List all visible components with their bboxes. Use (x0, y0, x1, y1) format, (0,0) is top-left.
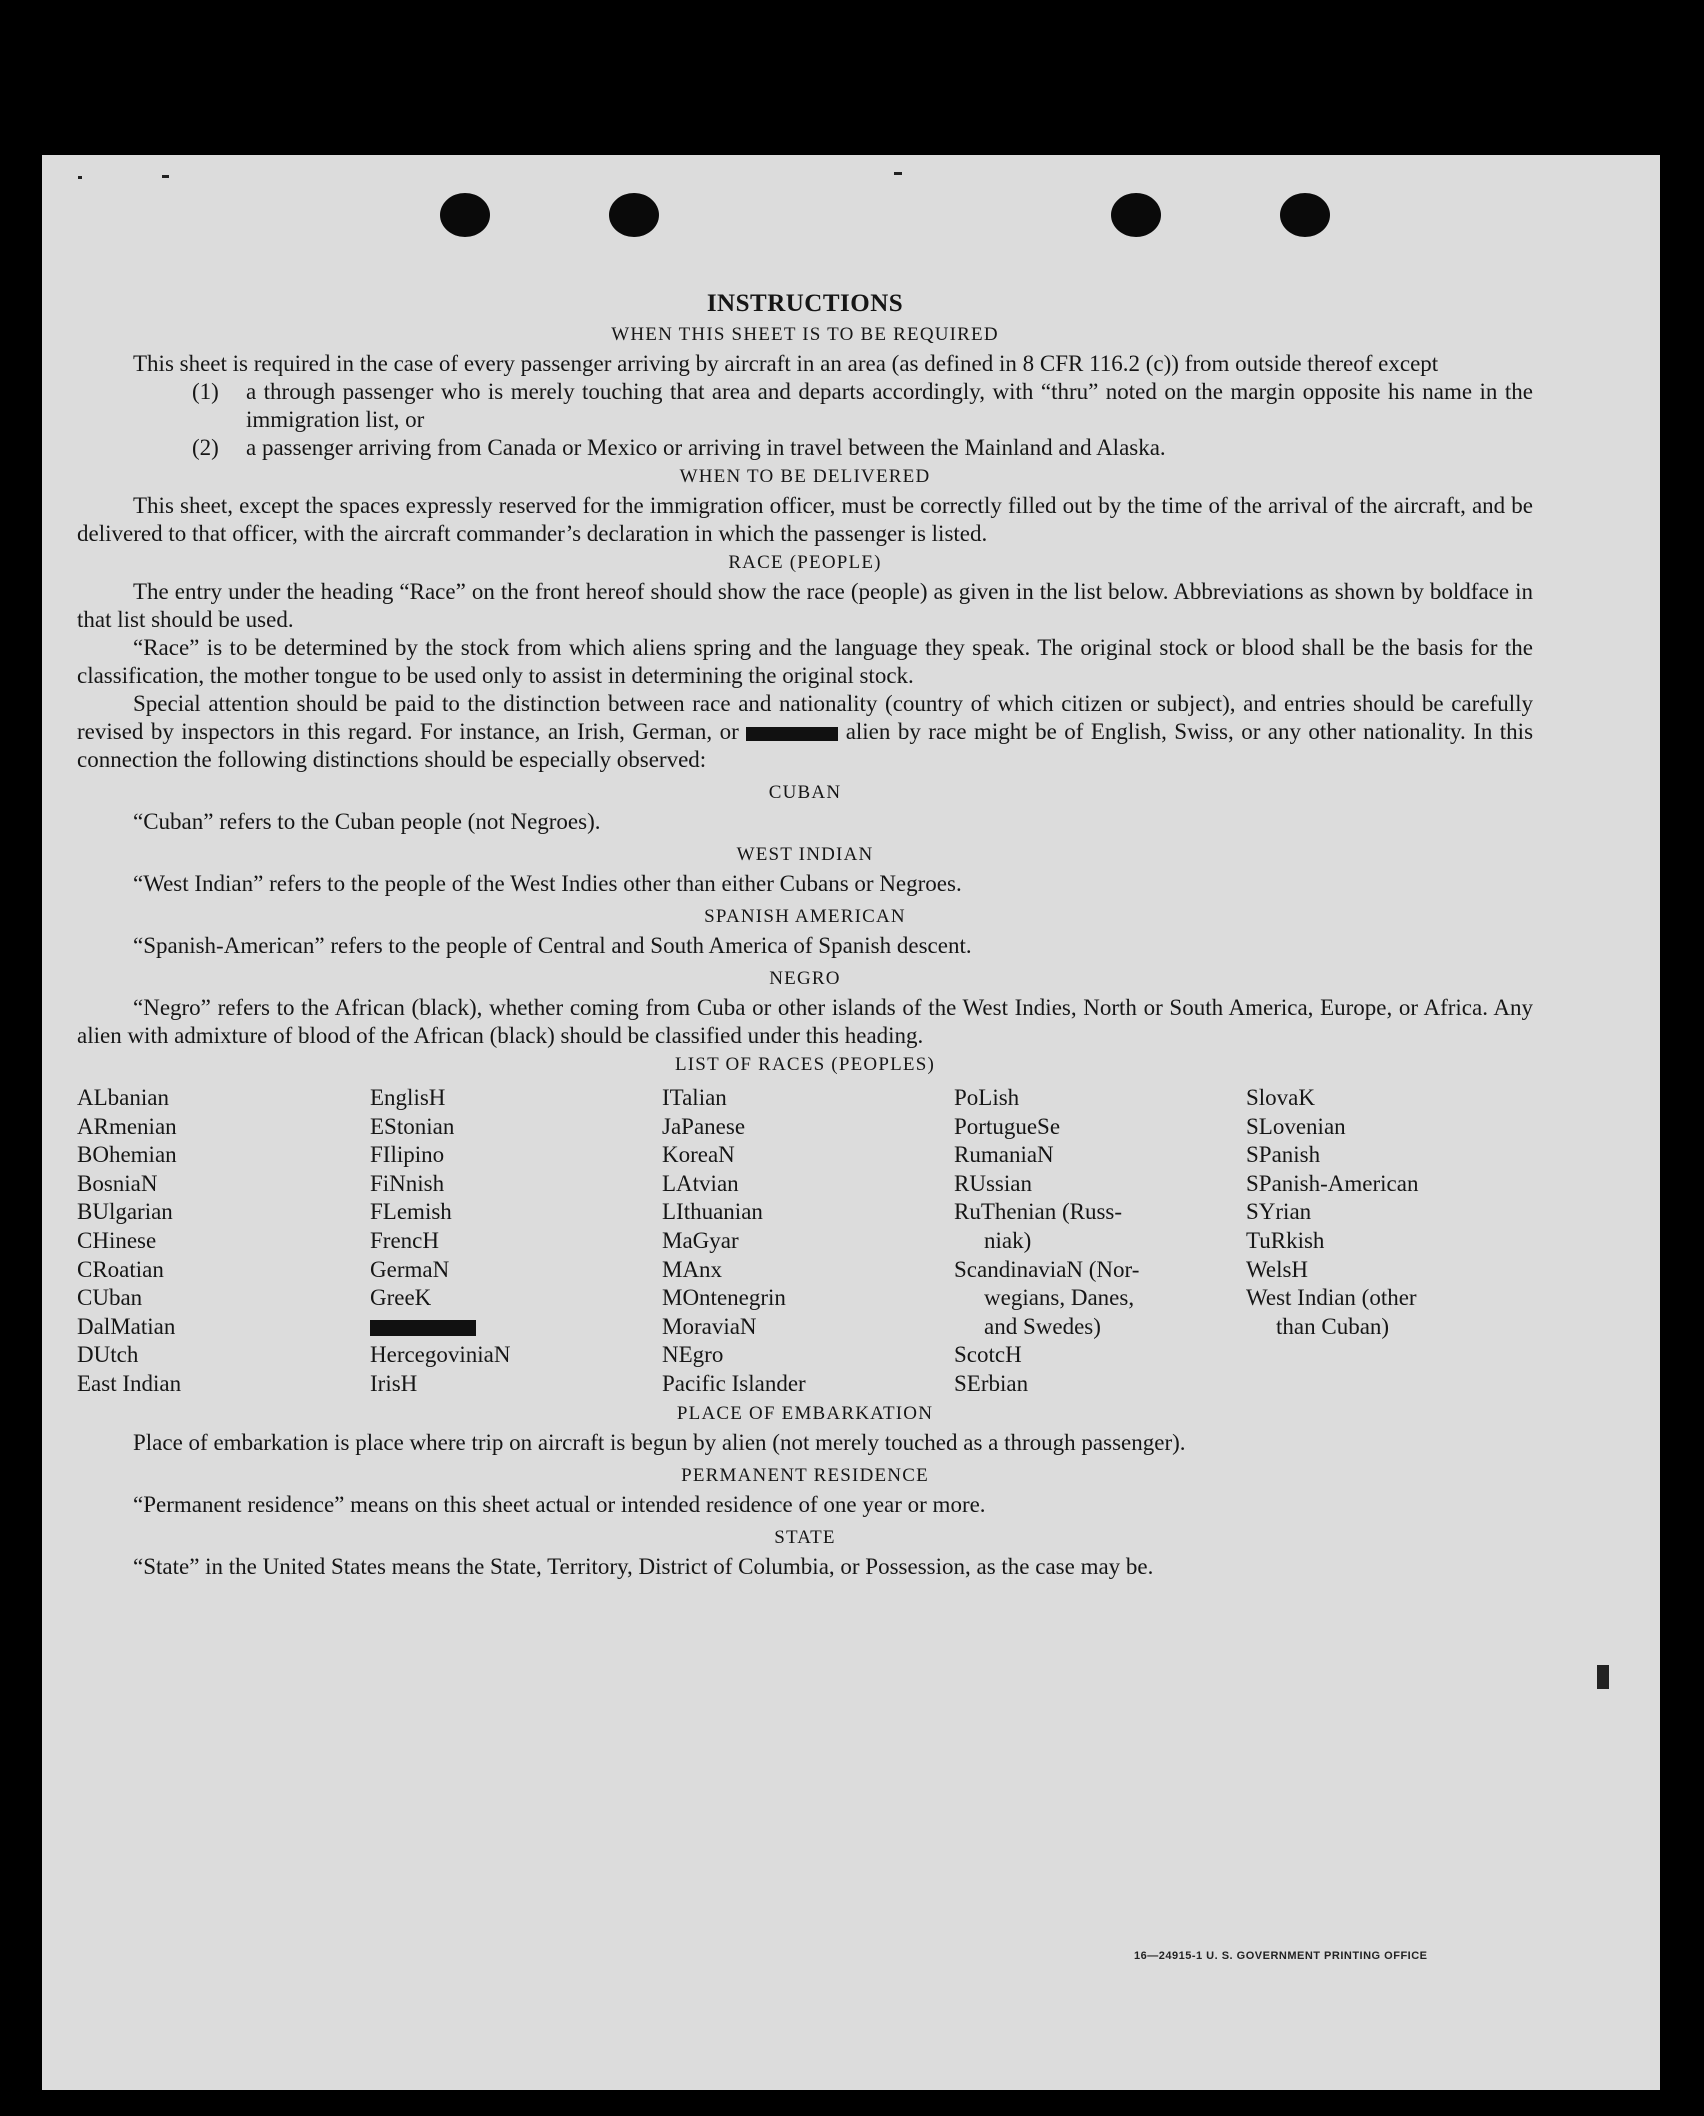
race-item: PoLish (954, 1085, 1020, 1110)
race-item: MoraviaN (662, 1313, 757, 1339)
race-item-continuation: than Cuban) (1276, 1313, 1390, 1339)
races-list (77, 1084, 1533, 1399)
punch-hole (1111, 193, 1161, 237)
race-item: HercegoviniaN (370, 1342, 511, 1368)
race-item: FiNnish (370, 1170, 445, 1196)
race-paragraph-3-end: alien by race might be of English, Swiss, or any other nationality. In this connection the following distinctions should be especially observed: (77, 719, 1534, 772)
race-item: CHinese (77, 1227, 157, 1253)
punch-hole (609, 193, 659, 237)
race-item: West Indian (other (1246, 1285, 1417, 1311)
embarkation-text: Place of embarkation is place where trip on aircraft is begun by alien (not merely touched as a through passenger). (133, 1429, 1186, 1455)
race-item: MAnx (662, 1256, 723, 1282)
race-item: GermaN (370, 1256, 450, 1282)
race-item: FLemish (370, 1199, 452, 1225)
race-paragraph-3 (77, 690, 1533, 774)
race-item: East Indian (77, 1370, 182, 1396)
when-delivered-text: This sheet, except the spaces expressly reserved for the immigration officer, must be correctly filled out by the time of the arrival of the aircraft, and be delivered to that officer, with the aircraft commander’s declaration in which the passenger is listed. (77, 493, 1533, 546)
race-item-continuation: and Swedes) (984, 1313, 1101, 1339)
race-item: EnglisH (370, 1085, 446, 1110)
punch-hole (1280, 193, 1330, 237)
exception-text: a passenger arriving from Canada or Mexico or arriving in travel between the Mainland and Alaska. (246, 435, 1166, 460)
race-item: RUssian (954, 1170, 1032, 1196)
race-paragraph-3-start: Special attention should be paid to the distinction between race and nationality (country of which citizen or subject), and entries should be carefully revised by inspectors in this regard. For instance, an Irish, German, or (77, 691, 1533, 744)
race-item: MOntenegrin (662, 1285, 786, 1311)
document-content (77, 290, 1533, 1581)
section-heading-spanish-american: SPANISH AMERICAN (704, 906, 906, 927)
race-item: KoreaN (662, 1142, 735, 1168)
exception-number: (1) (192, 379, 219, 404)
race-item: FIlipino (370, 1142, 445, 1168)
cuban-text: “Cuban” refers to the Cuban people (not Negroes). (133, 809, 601, 834)
exception-item-2 (192, 434, 1533, 462)
race-item: JaPanese (662, 1113, 746, 1139)
section-heading-west-indian: WEST INDIAN (736, 844, 874, 865)
exception-item-1 (192, 378, 1533, 434)
race-item: LIthuanian (662, 1199, 763, 1225)
section-heading-embarkation: PLACE OF EMBARKATION (676, 1402, 934, 1424)
race-item: DUtch (77, 1342, 139, 1368)
race-item: ARmenian (77, 1113, 177, 1139)
printer-imprint: 16—24915-1 U. S. GOVERNMENT PRINTING OFFICE (1134, 1950, 1428, 1962)
exception-number: (2) (192, 435, 219, 460)
race-item-continuation: niak) (984, 1227, 1032, 1253)
residence-text: “Permanent residence” means on this sheet actual or intended residence of one year or more. (133, 1491, 986, 1517)
section-heading-list-of-races: LIST OF RACES (PEOPLES) (674, 1054, 936, 1075)
race-item: WelsH (1246, 1256, 1309, 1282)
race-item: CUban (77, 1285, 143, 1311)
race-item: SErbian (954, 1370, 1029, 1396)
race-item: CRoatian (77, 1256, 164, 1282)
races-column-1 (77, 1084, 370, 1399)
race-item: Pacific Islander (662, 1370, 806, 1396)
race-item: ALbanian (77, 1085, 169, 1110)
race-item: RumaniaN (954, 1142, 1054, 1168)
race-item: SYrian (1246, 1199, 1312, 1225)
race-item: EStonian (370, 1113, 455, 1139)
race-item: SPanish-American (1246, 1170, 1419, 1196)
when-required-intro: This sheet is required in the case of every passenger arriving by aircraft in an area (as defined in 8 CFR 116.2 (c)) from outside thereof except (133, 351, 1439, 376)
race-item: SPanish (1246, 1142, 1321, 1168)
punch-hole (440, 193, 490, 237)
race-item: RuThenian (Russ- (954, 1199, 1123, 1225)
race-item: LAtvian (662, 1170, 739, 1196)
section-heading-cuban: CUBAN (768, 782, 842, 803)
races-column-4 (954, 1084, 1246, 1399)
race-item: NEgro (662, 1342, 724, 1368)
race-item: MaGyar (662, 1227, 739, 1253)
negro-text: “Negro” refers to the African (black), whether coming from Cuba or other islands of the West Indies, North or South America, Europe, or Africa. Any alien with admixture of blood of the African (black) should be classified under this heading. (77, 995, 1533, 1048)
race-item: BOhemian (77, 1142, 177, 1168)
speck (162, 175, 169, 178)
state-text: “State” in the United States means the State, Territory, District of Columbia, or Possession, as the case may be. (133, 1553, 1154, 1579)
speck (1597, 1665, 1609, 1689)
race-item: TuRkish (1246, 1227, 1325, 1253)
section-heading-negro: NEGRO (769, 968, 841, 989)
race-item: ITalian (662, 1085, 727, 1110)
race-item: FrencH (370, 1227, 439, 1253)
redaction-mark (746, 727, 838, 741)
race-item: ScandinaviaN (Nor- (954, 1256, 1140, 1282)
section-heading-when-required: WHEN THIS SHEET IS TO BE REQUIRED (611, 324, 999, 345)
race-item: IrisH (370, 1370, 418, 1396)
speck (78, 176, 82, 179)
race-item: SLovenian (1246, 1113, 1346, 1139)
section-heading-when-delivered: WHEN TO BE DELIVERED (679, 466, 931, 487)
section-heading-state: STATE (774, 1526, 836, 1548)
redaction-mark (370, 1320, 476, 1336)
race-paragraph-2: “Race” is to be determined by the stock from which aliens spring and the language they speak. The original stock or blood shall be the basis for the classification, the mother tongue to be used only to assist in determining the original stock. (77, 635, 1533, 688)
race-item: GreeK (370, 1285, 432, 1311)
race-item-continuation: wegians, Danes, (984, 1285, 1135, 1311)
section-heading-residence: PERMANENT RESIDENCE (681, 1464, 929, 1486)
race-item: SlovaK (1246, 1085, 1315, 1110)
page-title: INSTRUCTIONS (706, 290, 904, 317)
document-sheet (42, 155, 1660, 2090)
race-item: ScotcH (954, 1342, 1022, 1368)
race-item: DalMatian (77, 1313, 176, 1339)
races-column-2 (370, 1084, 662, 1399)
races-column-5 (1246, 1084, 1546, 1399)
race-item: BosniaN (77, 1170, 158, 1196)
west-indian-text: “West Indian” refers to the people of the West Indies other than either Cubans or Negroes. (133, 871, 962, 896)
race-item-redacted (370, 1313, 662, 1342)
exception-text: a through passenger who is merely touching that area and departs accordingly, with “thru” noted on the margin opposite his name in the immigration list, or (246, 379, 1533, 432)
spanish-american-text: “Spanish-American” refers to the people of Central and South America of Spanish descent. (133, 933, 972, 958)
race-item: PortugueSe (954, 1113, 1061, 1139)
section-heading-race: RACE (PEOPLE) (728, 552, 882, 573)
race-item: BUlgarian (77, 1199, 173, 1225)
race-paragraph-1: The entry under the heading “Race” on the front hereof should show the race (people) as given in the list below. Abbreviations as shown by boldface in that list should be used. (77, 579, 1533, 632)
speck (894, 172, 902, 175)
races-column-3 (662, 1084, 954, 1399)
